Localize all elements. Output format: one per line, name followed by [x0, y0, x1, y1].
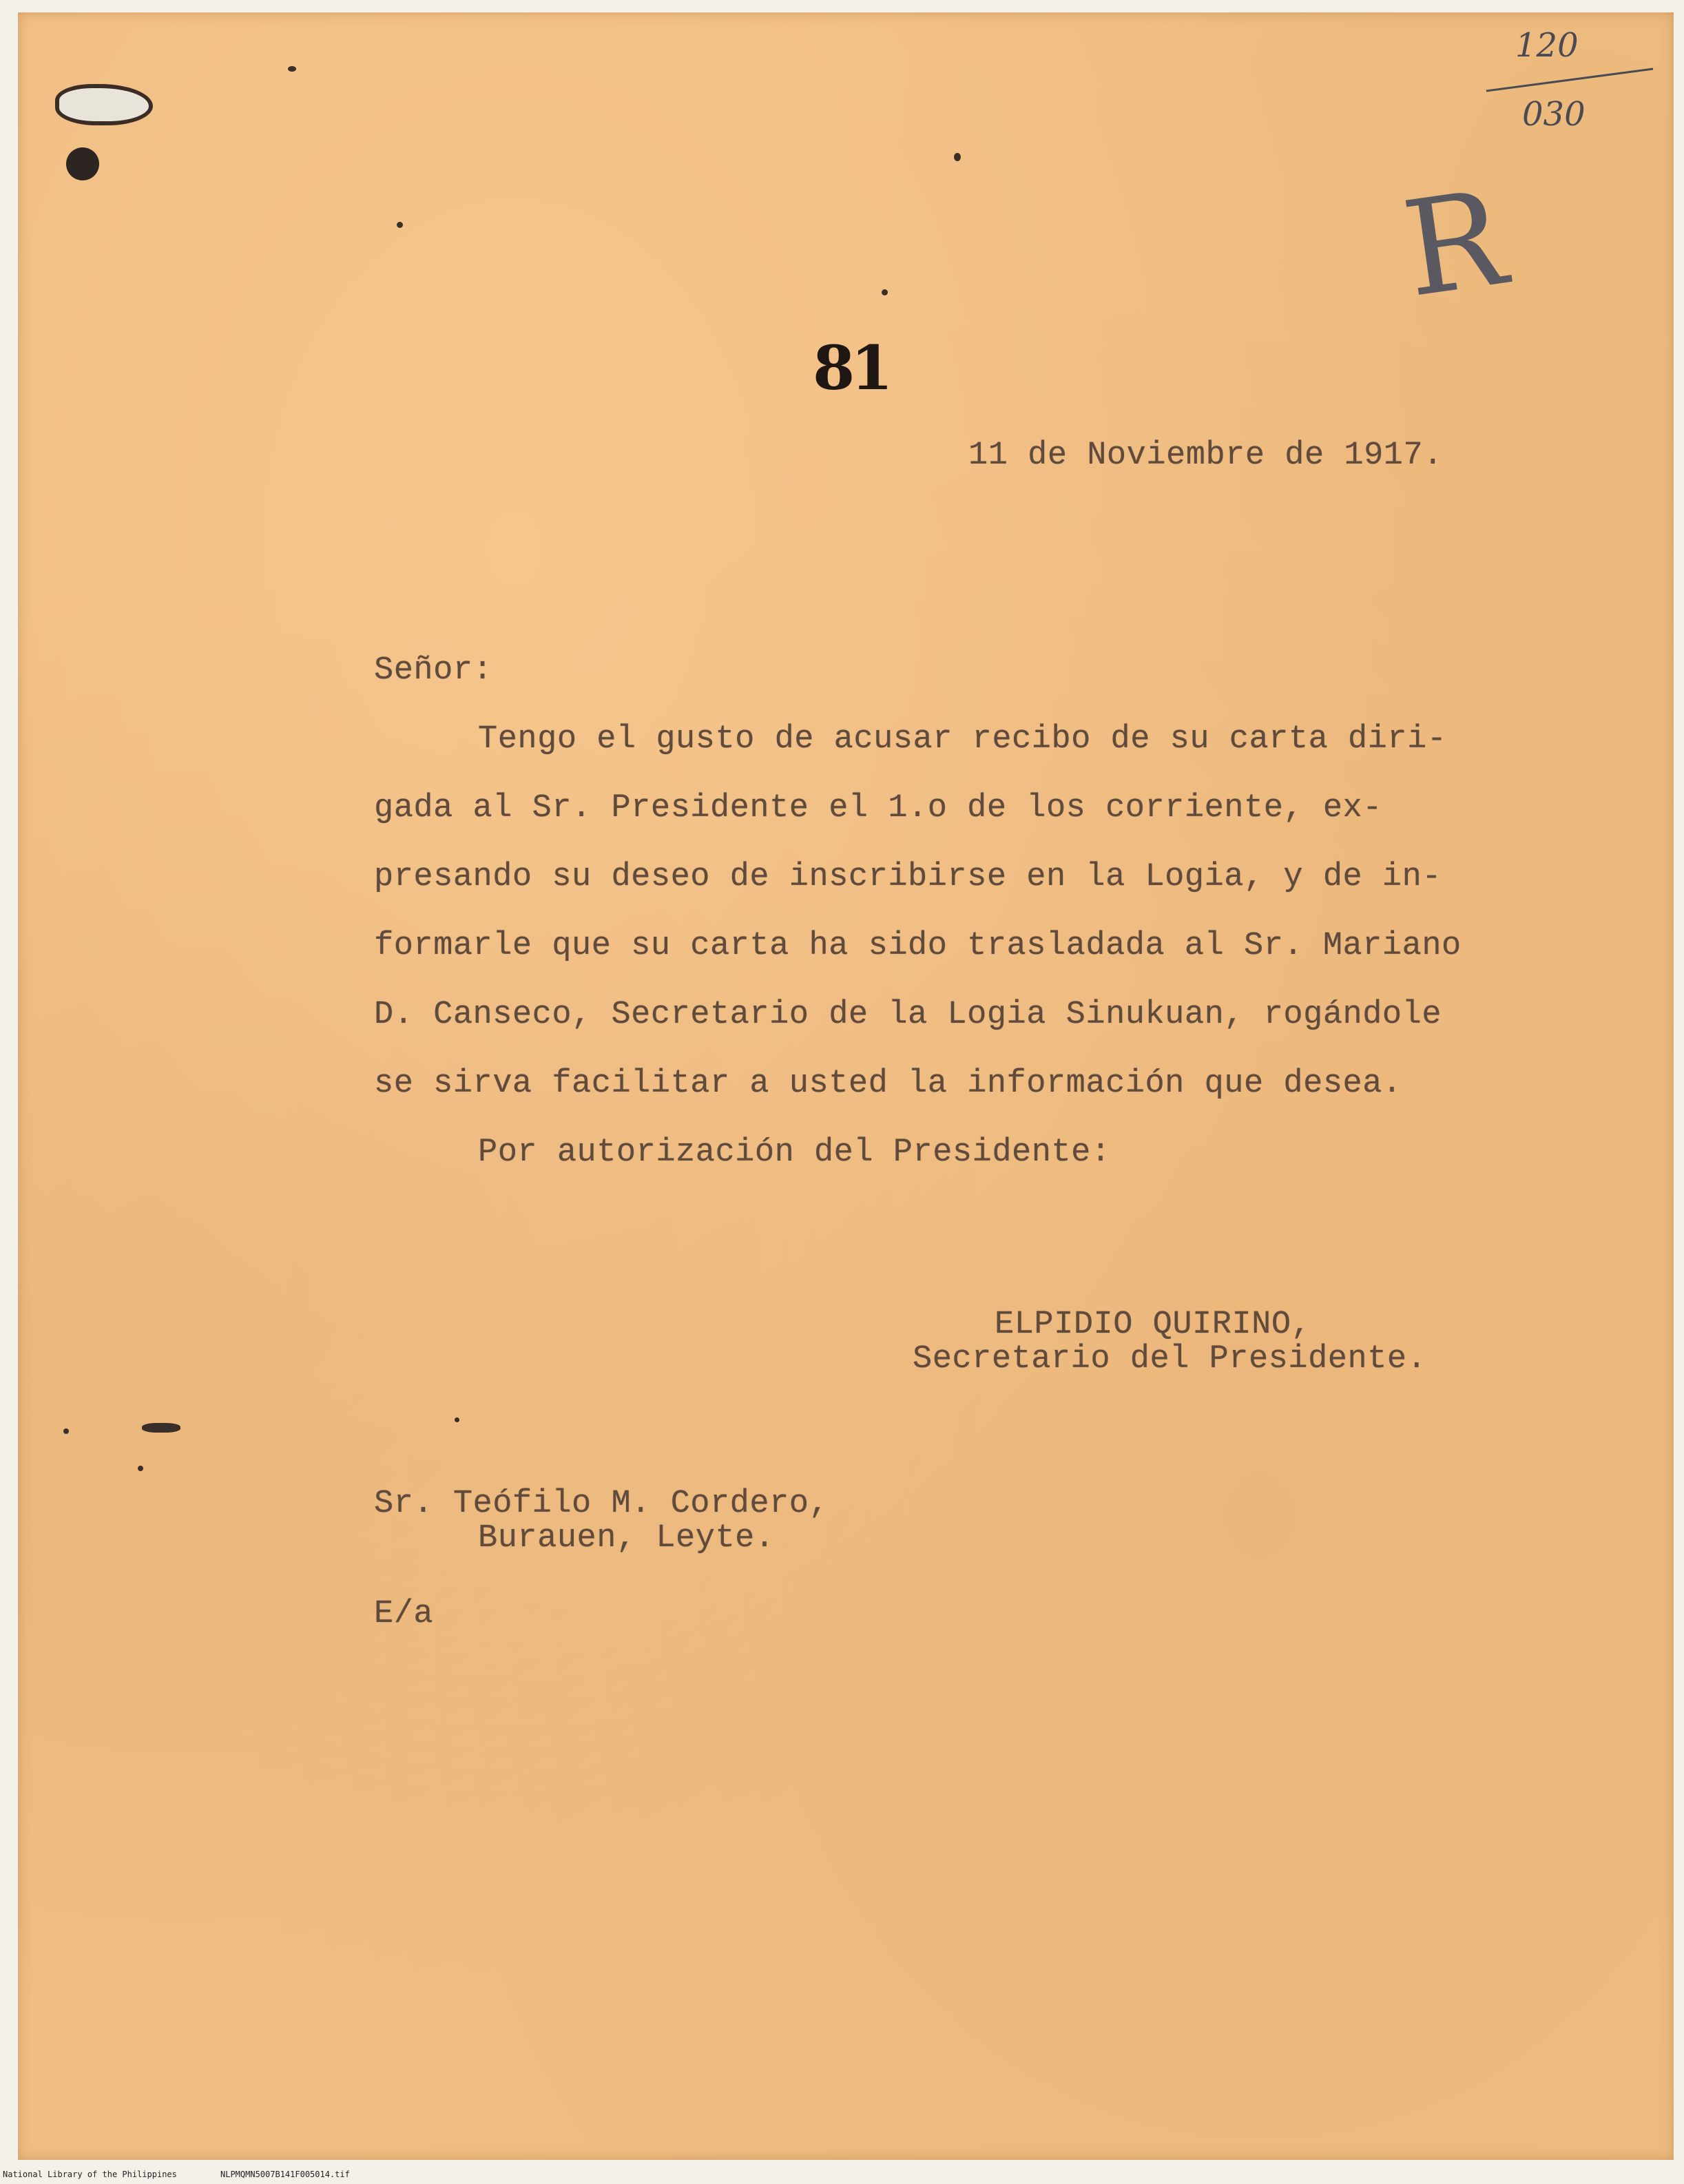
pencil-check-mark: [1395, 162, 1625, 331]
ink-speck: [142, 1423, 180, 1433]
ink-speck: [63, 1428, 69, 1434]
body-line: D. Canseco, Secretario de la Logia Sinukuan, rogándole: [374, 997, 1442, 1033]
recipient-name: Sr. Teófilo M. Cordero,: [374, 1486, 829, 1522]
footer-institution: National Library of the Philippines: [3, 2170, 177, 2179]
salutation: Señor:: [374, 652, 493, 689]
signatory-title: Secretario del Presidente.: [913, 1341, 1427, 1377]
torn-corner-mark: [59, 88, 149, 121]
stamp-number: 81: [813, 332, 889, 404]
archive-number-top: 120: [1515, 26, 1579, 65]
ink-speck: [882, 289, 888, 295]
typist-initials: E/a: [374, 1596, 434, 1632]
ink-speck: [954, 153, 961, 161]
paper-hole: [66, 147, 99, 180]
ink-speck: [455, 1417, 459, 1422]
body-line: presando su deseo de inscribirse en la Logia, y de in-: [374, 859, 1442, 895]
footer-file-name: NLPMQMN5007B141F005014.tif: [220, 2170, 350, 2179]
recipient-address: Burauen, Leyte.: [478, 1520, 775, 1557]
letter-date: 11 de Noviembre de 1917.: [968, 437, 1443, 474]
ink-speck: [138, 1466, 143, 1471]
archive-number-rule: [1481, 63, 1660, 98]
signatory-name: ELPIDIO QUIRINO,: [995, 1307, 1311, 1343]
body-line: Tengo el gusto de acusar recibo de su carta diri-: [478, 721, 1447, 758]
body-line: gada al Sr. Presidente el 1.o de los corriente, ex-: [374, 790, 1382, 826]
body-line: se sirva facilitar a usted la información que desea.: [374, 1065, 1402, 1102]
ink-speck: [288, 66, 296, 72]
pencil-r-letter: R: [1395, 162, 1514, 326]
ink-speck: [397, 222, 403, 228]
body-line: formarle que su carta ha sido trasladada al Sr. Mariano: [374, 928, 1462, 964]
archive-number-bottom: 030: [1522, 95, 1586, 134]
authorization-line: Por autorización del Presidente:: [478, 1134, 1111, 1171]
